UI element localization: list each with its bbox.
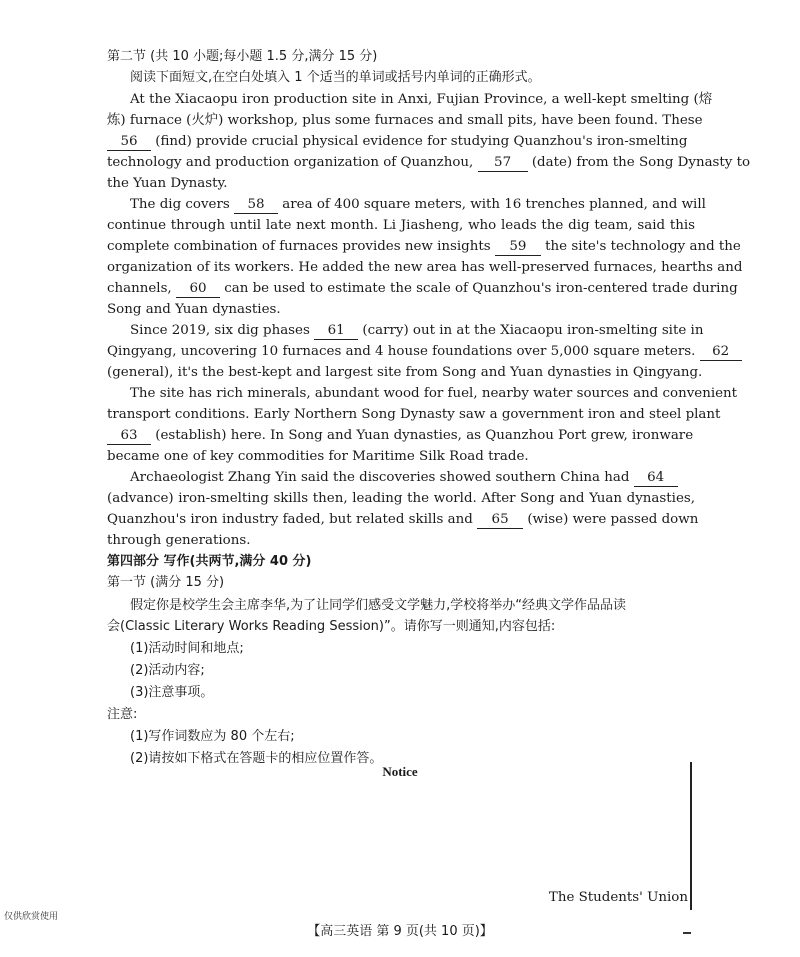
- prompt-item: (3)注意事项。: [130, 685, 214, 700]
- note-label: 注意:: [107, 707, 138, 722]
- passage-text: Since 2019, six dig phases: [130, 323, 310, 338]
- prompt-item: (1)活动时间和地点;: [130, 641, 244, 656]
- passage-text: (find) provide crucial physical evidence for studying Quanzhou's iron-smelting: [151, 134, 688, 149]
- passage-line: [107, 278, 738, 299]
- passage-text: Archaeologist Zhang Yin said the discoveries showed southern China had: [130, 470, 630, 485]
- passage-text: the site's technology and the: [540, 239, 741, 254]
- part4-section-heading: 第一节 (满分 15 分): [107, 575, 225, 590]
- blank-59[interactable]: 59: [495, 239, 541, 256]
- passage-text: channels,: [107, 281, 172, 296]
- note-item: (1)写作词数应为 80 个左右;: [130, 729, 295, 744]
- passage-line: [107, 152, 751, 173]
- passage-line: The site has rich minerals, abundant wood for fuel, nearby water sources and convenient: [130, 386, 738, 401]
- blank-61[interactable]: 61: [314, 323, 358, 340]
- blank-60[interactable]: 60: [176, 281, 220, 298]
- passage-text: Quanzhou's iron industry faded, but related skills and: [107, 512, 473, 527]
- passage-text: can be used to estimate the scale of Quanzhou's iron-centered trade during: [219, 281, 738, 296]
- passage-line: organization of its workers. He added the new area has well-preserved furnaces, hearths and: [107, 260, 743, 275]
- divider-mark: [683, 932, 691, 934]
- note-item: (2)请按如下格式在答题卡的相应位置作答。: [130, 751, 383, 766]
- prompt-item: (2)活动内容;: [130, 663, 205, 678]
- passage-text: The dig covers: [130, 197, 230, 212]
- passage-line: [107, 509, 699, 530]
- side-note: 仅供欣赏使用: [4, 912, 59, 922]
- passage-line: [130, 194, 718, 215]
- passage-text: technology and production organization of Quanzhou,: [107, 155, 474, 170]
- blank-65[interactable]: 65: [477, 512, 523, 529]
- passage-line: transport conditions. Early Northern Song Dynasty saw a government iron and steel plant: [107, 407, 721, 422]
- passage-line: became one of key commodities for Maritime Silk Road trade.: [107, 449, 529, 464]
- blank-58[interactable]: 58: [234, 197, 278, 214]
- passage-line: the Yuan Dynasty.: [107, 176, 228, 191]
- section-instruction: 阅读下面短文,在空白处填入 1 个适当的单词或括号内单词的正确形式。: [130, 70, 541, 85]
- passage-line: (advance) iron-smelting skills then, leading the world. After Song and Yuan dynasties,: [107, 491, 695, 506]
- passage-text: complete combination of furnaces provides new insights: [107, 239, 491, 254]
- page-footer: 【高三英语 第 9 页(共 10 页)】: [307, 924, 493, 939]
- passage-line: (general), it's the best-kept and largest site from Song and Yuan dynasties in Qingyang.: [107, 365, 703, 380]
- blank-63[interactable]: 63: [107, 428, 151, 445]
- section-heading: 第二节 (共 10 小题;每小题 1.5 分,满分 15 分): [107, 49, 378, 64]
- answer-box-border: [690, 762, 692, 910]
- passage-text: area of 400 square meters, with 16 trenches planned, and will: [278, 197, 706, 212]
- notice-title: Notice: [382, 764, 418, 779]
- passage-text: (date) from the Song Dynasty to: [527, 155, 751, 170]
- blank-64[interactable]: 64: [634, 470, 678, 487]
- notice-signoff: The Students' Union: [548, 890, 688, 905]
- passage-line: [107, 131, 695, 152]
- passage-text: (wise) were passed down: [523, 512, 699, 527]
- passage-line: [130, 320, 718, 341]
- passage-line: [107, 425, 695, 446]
- passage-line: Song and Yuan dynasties.: [107, 302, 281, 317]
- blank-56[interactable]: 56: [107, 134, 151, 151]
- blank-62[interactable]: 62: [700, 344, 742, 361]
- blank-57[interactable]: 57: [478, 155, 528, 172]
- passage-line: continue through until late next month. Li Jiasheng, who leads the dig team, said this: [107, 218, 695, 233]
- passage-text: Qingyang, uncovering 10 furnaces and 4 house foundations over 5,000 square meters.: [107, 344, 696, 359]
- passage-line: 炼) furnace (火炉) workshop, plus some furnaces and small pits, have been found. These: [107, 113, 703, 128]
- passage-line: through generations.: [107, 533, 251, 548]
- passage-line: At the Xiacaopu iron production site in Anxi, Fujian Province, a well-kept smelting (熔: [130, 92, 713, 107]
- writing-prompt: 假定你是校学生会主席李华,为了让同学们感受文学魅力,学校将举办“经典文学作品品读: [130, 598, 627, 613]
- passage-line: [130, 467, 718, 488]
- passage-line: [107, 341, 730, 362]
- writing-prompt: 会(Classic Literary Works Reading Session)”。请你写一则通知,内容包括:: [107, 619, 556, 634]
- passage-text: (establish) here. In Song and Yuan dynasties, as Quanzhou Port grew, ironware: [151, 428, 694, 443]
- passage-text: (carry) out in at the Xiacaopu iron-smelting site in: [358, 323, 704, 338]
- part4-heading: 第四部分 写作(共两节,满分 40 分): [107, 554, 312, 569]
- passage-line: [107, 236, 741, 257]
